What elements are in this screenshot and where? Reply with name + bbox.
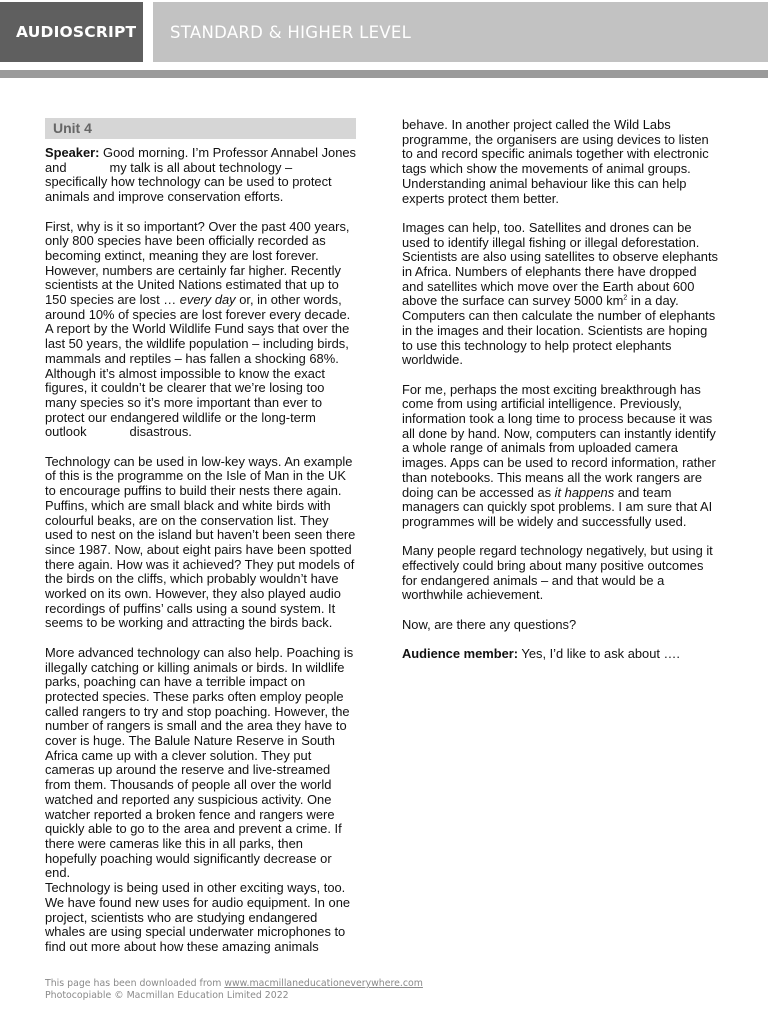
satellites-text-b: in a day. Computers can then calculate the number of elephants in the images and their location. Scientists are hoping to use this technology to help protect elephants worldwide. <box>402 293 716 368</box>
audience-text: Yes, I’d like to ask about …. <box>518 646 681 662</box>
paragraph-satellites <box>402 219 722 368</box>
paragraph-audience <box>402 647 718 662</box>
importance-text-a: First, why is it so important? Over the past 400 years, only 800 species have been officially recorded as becoming extinct, meaning they are lost forever. However, numbers are certainly far higher. Recently scientists at the United Nations estimated that up to 150 species are lost … <box>45 218 350 308</box>
paragraph-wild-labs: behave. In another project called the Wild Labs programme, the organisers are using devices to listen to and record specific animals together with electronic tags which show the movements of animal groups. Understanding animal behaviour like this can help experts protect them better. <box>402 117 709 206</box>
paragraph-puffins: Technology can be used in low-key ways. An example of this is the programme on the Isle of Man in the UK to encourage puffins to build their nests there again. Puffins, which are small black and white birds with colourful beaks, are on the conservation list. They used to nest on the island but haven’t been seen there since 1987. Now, about eight pairs have been spotted there again. How was it achieved? They put models of the birds on the cliffs, which probably wouldn’t have worked on its own. However, they also played audio recordings of puffins’ calls using a sound system. It seems to be working and attracting the birds back. <box>45 453 356 631</box>
superscript-squared: 2 <box>623 295 628 303</box>
footer-download-link[interactable]: www.macmillaneducationeverywhere.com <box>224 978 423 989</box>
paragraph-questions: Now, are there any questions? <box>402 616 577 632</box>
speaker-label: Speaker: <box>45 145 100 160</box>
right-column <box>402 117 722 677</box>
audience-label: Audience member: <box>402 646 519 662</box>
paragraph-ai <box>402 383 718 530</box>
importance-emphasis: every day <box>179 292 236 308</box>
left-column <box>45 118 360 955</box>
ai-emphasis: it happens <box>554 484 615 500</box>
paragraph-conclusion: Many people regard technology negatively, but using it effectively could bring about many positive outcomes for endangered animals – and that would be a worthwhile achievement. <box>402 543 713 603</box>
level-label: STANDARD & HIGHER LEVEL <box>153 2 768 62</box>
footer-download-line <box>45 978 423 990</box>
intro-text: Good morning. I’m Professor Annabel Jones and my talk is all about technology – specifically how technology can be used to protect animals and improve conservation efforts. <box>45 145 360 205</box>
paragraph-poaching: More advanced technology can also help. Poaching is illegally catching or killing animals or birds. In wildlife parks, poaching can have a terrible impact on protected species. These parks often employ people called rangers to try and stop poaching. However, the number of rangers is small and the area they have to cover is huge. The Balule Nature Reserve in South Africa came up with a clever solution. They put cameras up around the reserve and live-streamed from them. Thousands of people all over the world watched and reported any suspicious activity. One watcher reported a broken fence and rangers were quickly able to go to the area and prevent a crime. If there were cameras like this in all parks, then hopefully poaching would significantly decrease or end. <box>45 644 354 881</box>
footer-copyright: Photocopiable © Macmillan Education Limited 2022 <box>45 990 289 1001</box>
footer <box>45 978 423 1002</box>
paragraph-audio: Technology is being used in other exciting ways, too. We have found new uses for audio equipment. In one project, scientists who are studying endangered whales are using special underwater microphones to find out more about how these amazing animals <box>45 880 351 954</box>
paragraph-importance <box>45 220 357 441</box>
ai-text-a: For me, perhaps the most exciting breakthrough has come from using artificial intelligence. Previously, information took a long time to process because it was all done by hand. Now, computers can instantly identify a whole range of animals from uploaded camera images. Apps can be used to record information, rather than notebooks. This means all the work rangers are doing can be accessed as <box>402 381 716 500</box>
ai-text-b: and team managers can quickly spot problems. I am sure that AI programmes will be widely and successfully used. <box>402 484 713 529</box>
satellites-text-a: Images can help, too. Satellites and drones can be used to identify illegal fishing or illegal deforestation. Scientists are also using satellites to observe elephants in Africa. Numbers of elephants there have dropped and satellites which move over the Earth about 600 above the surface can survey 5000 km <box>402 219 722 309</box>
header-divider <box>0 70 768 78</box>
section-label: AUDIOSCRIPT <box>0 2 143 62</box>
importance-text-b: or, in other words, around 10% of species are lost forever every decade. A report by the World Wildlife Fund says that over the last 50 years, the wildlife population – including birds, mammals and reptiles – has fallen a shocking 68%. Although it’s almost impossible to know the exact figures, it couldn’t be clearer that we’re losing too many species so it’s more important than ever to protect our endangered wildlife or the long-term outlook disastrous. <box>45 292 354 440</box>
unit-title: Unit 4 <box>45 118 356 139</box>
paragraph-intro <box>45 145 360 205</box>
footer-download-prefix: This page has been downloaded from <box>45 978 225 989</box>
